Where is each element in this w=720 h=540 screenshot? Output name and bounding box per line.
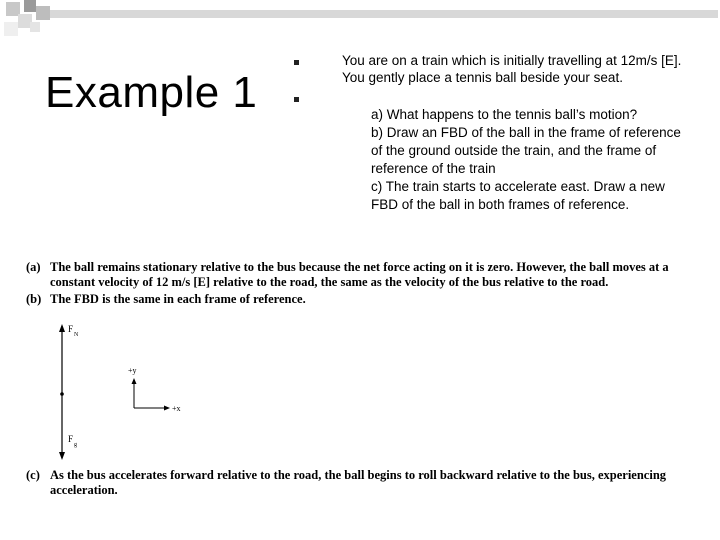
force-down-label: F	[68, 434, 74, 444]
question-b: b) Draw an FBD of the ball in the frame of reference of the ground outside the train, and the frame of reference of the train	[371, 125, 681, 176]
y-axis-label: +y	[128, 366, 137, 375]
answer-c-line2: acceleration.	[50, 482, 118, 497]
answer-b	[26, 292, 706, 307]
answer-a-line1: The ball remains stationary relative to the bus because the net force acting on it is zero. However, the ball moves at a	[50, 260, 669, 274]
answer-a-label: (a)	[26, 260, 41, 274]
force-down-sub: g	[74, 442, 77, 448]
x-axis-arrowhead	[164, 406, 170, 411]
slide-intro-text: You are on a train which is initially travelling at 12m/s [E]. You gently place a tennis ball beside your seat.	[342, 53, 682, 85]
deco-square	[30, 22, 40, 32]
force-up-arrowhead	[59, 324, 65, 332]
answer-a-line2: constant velocity of 12 m/s [E] relative to the road, the same as the velocity of the bus relative to the road.	[50, 274, 609, 289]
slide-title: Example 1	[45, 68, 258, 117]
header-bar	[50, 10, 718, 18]
question-list	[371, 106, 691, 214]
bullet-square	[294, 60, 299, 65]
force-down-arrowhead	[59, 452, 65, 460]
deco-square	[36, 6, 50, 20]
answer-a	[26, 260, 706, 289]
question-c: c) The train starts to accelerate east. Draw a new FBD of the ball in both frames of reference.	[371, 179, 665, 212]
deco-square	[24, 0, 36, 12]
deco-square	[4, 22, 18, 36]
question-a: a) What happens to the tennis ball’s motion?	[371, 107, 638, 122]
answer-b-label: (b)	[26, 292, 42, 306]
ball-dot	[60, 392, 64, 396]
force-up-label: F	[68, 324, 74, 334]
y-axis-arrowhead	[132, 378, 137, 384]
bullet-square	[294, 97, 299, 102]
answer-c-label: (c)	[26, 468, 40, 482]
answer-c	[26, 468, 706, 497]
answer-c-line1: As the bus accelerates forward relative to the road, the ball begins to roll backward relative to the bus, experiencing	[50, 468, 667, 482]
x-axis-label: +x	[172, 404, 181, 413]
free-body-diagram	[20, 318, 220, 468]
force-up-sub: N	[74, 332, 79, 338]
answer-b-text: The FBD is the same in each frame of reference.	[50, 292, 306, 306]
